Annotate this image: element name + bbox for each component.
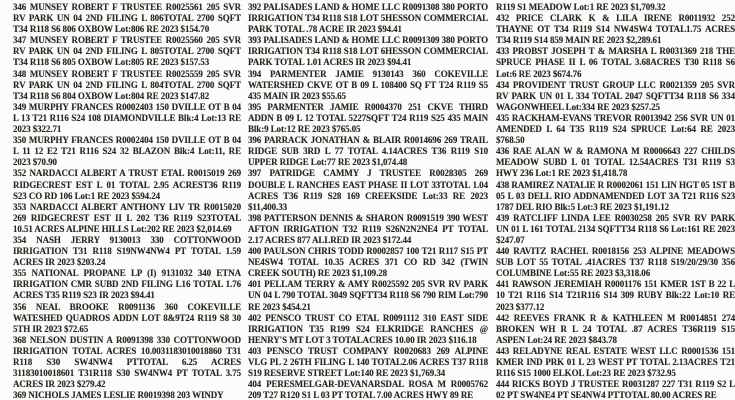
tax-record: 432 PRICE CLARK K & LILA IRENE R0011932 252 THAYNE OT T34 R119 S14 NW4SW4 TOTAL1.75 ACRES T34 R119 S14 859 MAIN RE 2023 $2,289.61: [496, 13, 735, 46]
tax-record: 440 RAVITZ RACHEL R0018156 253 ALPINE MEADOWS SUB LOT 55 TOTAL .41ACRES T37 R118 S19/20/29/30 356 COLUMBINE Lot:55 RE 2023 $3,318.06: [496, 246, 735, 279]
tax-record: 346 MUNSEY ROBERT F TRUSTEE R0025561 205 SVR RV PARK UN 04 2ND FILING L 806TOTAL 2700 SQFT T34 R118 S6 806 OXBOW Lot:806 RE 2023 $154.70: [13, 2, 241, 35]
tax-record: 348 MUNSEY ROBERT F TRUSTEE R0025559 205 SVR RV PARK UN 04 2ND FILING L 804TOTAL 2700 SQFT T34 R118 S6 804 OXBOW Lot:804 RE 2023 $147.82: [13, 68, 241, 101]
tax-record: 347 MUNSEY ROBERT F TRUSTEE R0025560 205 SVR RV PARK UN 04 2ND FILING L 805TOTAL 2700 SQFT T34 R118 S6 805 OXBOW Lot:805 RE 2023 $157.53: [13, 35, 241, 68]
notice-column-1: [13, 2, 241, 400]
tax-record: 403 PENSCO TRUST COMPANY R0020683 269 ALPINE VLG PL 2 26TH FILING L 140 TOTAL2.06 ACRES T37 R118 S19 RESERVE STREET Lot:140 RE 2023 $1,769.34: [248, 345, 488, 379]
tax-record: 354 NASH JERRY 9130013 330 COTTONWOOD IRRIGATION T31 R118 S19NW4NW4 PT TOTAL 1.59 ACRES IR 2023 $203.24: [13, 234, 241, 268]
tax-record: 350 MURPHY FRANCES R0002404 150 DVILLE OT B 04 L 11 12 E2 T21 R116 S24 32 BLAZON Blk:4 Lot:11, RE 2023 $70.90: [13, 135, 241, 168]
tax-record: 369 NICHOLS JAMES LESLIE R0019398 203 WINDY: [13, 390, 224, 400]
tax-record: 401 PELLAM TERRY & AMY R0025592 205 SVR RV PARK UN 04 L 790 TOTAL 3049 SQFTT34 R118 S6 790 RIM Lot:790 RE 2023 $454.21: [248, 279, 488, 312]
tax-record: 442 REEVES FRANK R & KATHLEEN M R0014851 274 BROKEN WH R L 24 TOTAL .87 ACRES T36R119 S15 ASPEN Lot:24 RE 2023 $843.78: [496, 312, 735, 345]
tax-record: 392 PALISADES LAND & HOME LLC R0091308 380 PORTO IRRIGATION T34 R118 S18 LOT 5HESSON COMMERCIAL PARK TOTAL .78 ACRE IR 2023 $94.41: [248, 2, 488, 35]
tax-record: 368 NELSON DUSTIN A R0091398 330 COTTONWOOD IRRIGATION TOTAL ACRES 10.0031183010018860 T31 R118 S30 SW4NW4 PTTOTAL 6.25 ACRES 31183010018601 T31R118 S30 SW4NW4 PT TOTAL 3.75 ACRES IR 2023 $279.42: [13, 334, 241, 390]
tax-record: 402 PENSCO TRUST CO ETAL R0091112 310 EAST SIDE IRRIGATION T35 R199 S24 ELKRIDGE RANCHES @ HENRY'S MT LOT 3 TOTALACRES 10.00 IR 2023 $116.18: [248, 312, 488, 345]
tax-record: 397 PATRIDGE CAMMY J TRUSTEE R0028305 269 DOUBLE L RANCHES EAST PHASE II LOT 33TOTAL 1.04 ACRES T36 R119 S28 169 CREEKSIDE Lot:33 RE 2023 $11,400.33: [248, 168, 488, 212]
tax-record: 444 RICKS BOYD J TRUSTEE R0031287 227 T31 R119 S2 L 02 PT SW4NE4 PT SE4NW4 PTTOTAL 80.00 ACRES RE: [496, 379, 735, 400]
tax-record: 349 MURPHY FRANCES R0002403 150 DVILLE OT B 04 L 13 T21 R116 S24 108 DIAMONDVILLE Blk:4 Lot:13 RE 2023 $322.71: [13, 101, 241, 135]
tax-record: 396 PARRACK JONATHAN & BLAIR R0014696 269 TRAIL RIDGE SUB 3RD L 77 TOTAL 4.14ACRES T36 R119 S10 UPPER RIDGE Lot:77 RE 2023 $1,074.48: [248, 135, 488, 168]
tax-record: 398 PATTERSON DENNIS & SHARON R0091519 390 WEST AFTON IRRIGATION T32 R119 S26N2N2NE4 PT TOTAL 2.17 ACRES 877 ALLRED IR 2023 $172.44: [248, 212, 488, 245]
tax-record: 395 PARMENTER JAMIE R0004370 251 CKVE THIRD ADDN B 09 L 12 TOTAL 5227SQFT T24 R119 S25 435 MAIN Blk:9 Lot:12 RE 2023 $765.05: [248, 101, 488, 135]
tax-record: R119 S1 MEADOW Lot:1 RE 2023 $1,709.32: [496, 2, 666, 12]
tax-record: 400 PAULSON CHRIS TODD R0002857 100 T21 R117 S15 PT NE4SW4 TOTAL 10.35 ACRES 371 CO RD 342 (TWIN CREEK SOUTH) RE 2023 $1,109.28: [248, 246, 488, 279]
tax-record: 356 NEAL BROOKE R0091136 360 COKEVILLE WATESHED QUADROS ADDN LOT 8&9T24 R119 S8 30 5TH IR 2023 $72.65: [13, 301, 241, 334]
tax-record: 435 RACKHAM-EVANS TREVOR R0013942 256 SVR UN 01 AMENDED L 64 T35 R119 S24 SPRUCE Lot:64 RE 2023 $768.50: [496, 112, 735, 146]
tax-record: 353 NARDACCI ALBERT ANTHONY LIV TR R0015020 269 RIDGECREST EST II L 202 T36 R119 S23TOTAL 10.51 ACRES ALPINE HILLS Lot:202 RE 2023 $2,014.69: [13, 201, 241, 234]
tax-record: 439 RATCLIFF LINDA LEE R0030258 205 SVR RV PARK UN 01 L 161 TOTAL 2134 SQFTT34 R118 S6 Lot:161 RE 2023 $247.07: [496, 212, 735, 245]
tax-record: 443 RELADYNE REAL ESTATE WEST LLC R0001536 151 KMER IND PRK 01 L 23 WEST PT TOTAL 2.13ACRES T21 R116 S15 1000 ELKOL Lot:23 RE 2023 $732.95: [496, 345, 735, 379]
tax-record: 352 NARDACCI ALBERT A TRUST ETAL R0015019 269 RIDGECREST EST L 01 TOTAL 2.95 ACREST36 R119 S23 CO RD 106 Lot:1 RE 2023 $594.24: [13, 168, 241, 201]
tax-record: 441 RAWSON JEREMIAH R0001176 151 KMER 1ST B 22 L 10 T21 R116 S14 T21R116 S14 309 RUBY Blk:22 Lot:10 RE 2023 $377.12: [496, 279, 735, 312]
tax-record: 355 NATIONAL PROPANE LP (I) 9131032 340 ETNA IRRIGATION CMR SUBD 2ND FILING L16 TOTAL 1.76 ACRES T35 R119 S23 IR 2023 $94.41: [13, 268, 241, 301]
tax-record: 393 PALISADES LAND & HOME LLC R0091309 380 PORTO IRRIGATION T34 R118 S18 LOT 6HESSON COMMERCIAL PARK TOTAL 1.01 ACRES IR 2023 $94.41: [248, 35, 488, 68]
tax-record: 436 RAE ALAN W & RAMONA M R0006643 227 CHILDS MEADOW SUBD L 01 TOTAL 12.54ACRES T31 R119 S3 HWY 236 Lot:1 RE 2023 $1,418.78: [496, 146, 735, 179]
tax-record: 433 PROBST JOSEPH T & MARSHA L R0031369 218 THE SPRUCE PHASE II L 06 TOTAL 3.68ACRES T30 R118 S6 Lot:6 RE 2023 $674.76: [496, 46, 735, 79]
tax-record: 438 RAMIREZ NATALIE R R0002061 151 LIN HGT 05 1ST B 05 L 03 DELL RIO ADDNAMENDED LOT 3A T21 R116 S23 1787 DEL RIO Blk:5 Lot:3 RE 2023 $1,191.12: [496, 179, 735, 212]
notice-column-3: [496, 2, 735, 400]
tax-record: 434 PROVIDENT TRUST GROUP LLC R0021359 205 SVR RV PARK UN 01 L 334 TOTAL 2047 SQFTT34 R118 S6 334 WAGONWHEEL Lot:334 RE 2023 $257.25: [496, 79, 735, 112]
tax-record: 404 PERESMELGAR-DEVANARSDAL ROSA M R0005762 209 T27 R120 S1 L 03 PT TOTAL 7.00 ACRES HWY 89 RE: [248, 379, 488, 400]
tax-record: 394 PARMENTER JAMIE 9130143 360 COKEVILLE WATERSHED CKVE OT B 09 L 108400 SQ FT T24 R119 S5 435 MAIN IR 2023 $55.65: [248, 68, 488, 101]
notice-column-2: [248, 2, 488, 400]
